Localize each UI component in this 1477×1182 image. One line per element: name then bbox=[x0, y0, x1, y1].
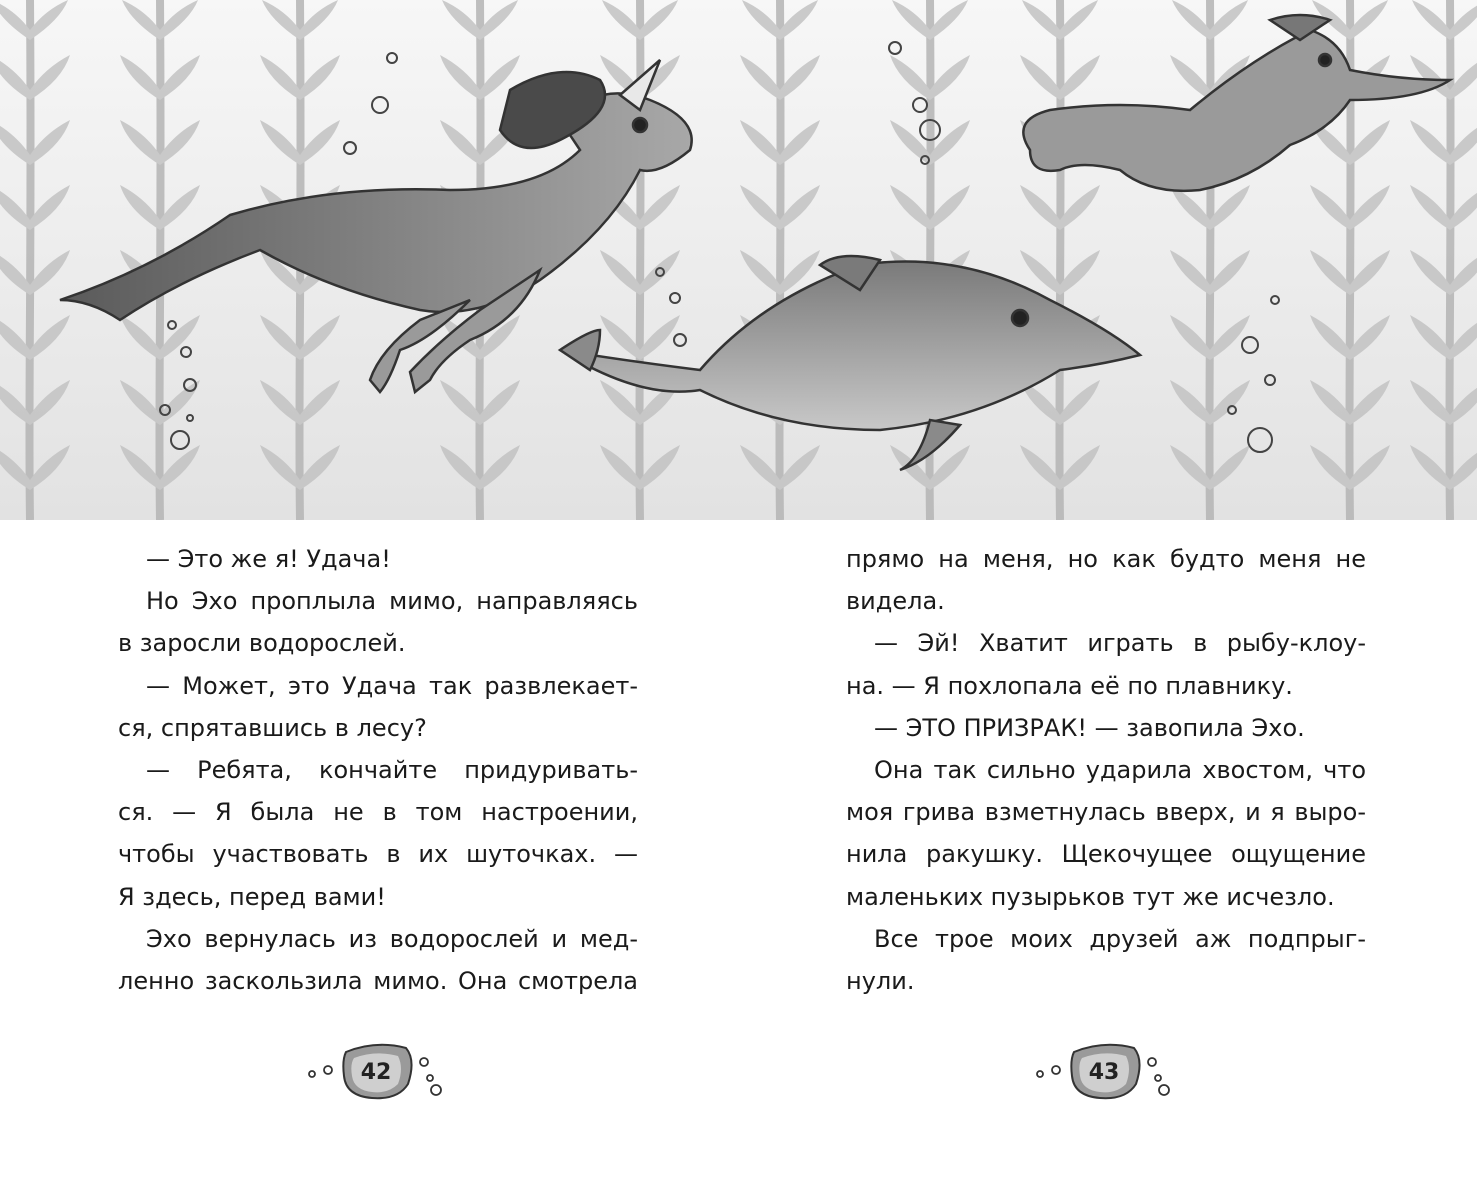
text-line: — ЭТО ПРИЗРАК! — завопила Эхо. bbox=[874, 713, 1305, 742]
text-line: ся. — Я была не в том настроении, bbox=[118, 798, 638, 827]
text-line: моя грива взметнулась вверх, и я выро- bbox=[846, 798, 1366, 827]
text-line: на. — Я похлопала её по плавнику. bbox=[846, 671, 1293, 700]
text-line: ся, спрятавшись в лесу? bbox=[118, 713, 427, 742]
page-number-badge bbox=[1034, 1040, 1174, 1104]
text-line: Эхо вернулась из водорослей и мед- bbox=[146, 924, 638, 953]
underwater-illustration bbox=[0, 0, 1477, 520]
text-line: нули. bbox=[846, 966, 915, 995]
text-line: Она так сильно ударила хвостом, что bbox=[874, 755, 1366, 784]
left-page-text bbox=[118, 538, 638, 1002]
text-line: Все трое моих друзей аж подпрыг- bbox=[874, 924, 1366, 953]
text-line: прямо на меня, но как будто меня не bbox=[846, 545, 1366, 573]
text-line: чтобы участвовать в их шуточках. — bbox=[118, 840, 638, 869]
page-number-badge bbox=[306, 1040, 446, 1104]
text-line: в заросли водорослей. bbox=[118, 629, 406, 658]
text-line: Но Эхо проплыла мимо, направляясь bbox=[146, 587, 638, 616]
text-line: — Ребята, кончайте придуривать- bbox=[146, 755, 638, 784]
text-line: нила ракушку. Щекочущее ощущение bbox=[846, 840, 1366, 869]
text-line: ленно заскользила мимо. Она смотрела bbox=[118, 966, 638, 995]
text-line: видела. bbox=[846, 587, 945, 616]
page-number: 42 bbox=[360, 1059, 392, 1085]
text-line: маленьких пузырьков тут же исчезло. bbox=[846, 882, 1335, 911]
right-page-text bbox=[846, 538, 1366, 1002]
text-line: — Эй! Хватит играть в рыбу-клоу- bbox=[874, 629, 1366, 658]
page-number: 43 bbox=[1088, 1059, 1120, 1085]
text-line: Я здесь, перед вами! bbox=[118, 882, 386, 911]
text-line: — Может, это Удача так развлекает- bbox=[146, 671, 638, 700]
text-line: — Это же я! Удача! bbox=[146, 545, 391, 573]
